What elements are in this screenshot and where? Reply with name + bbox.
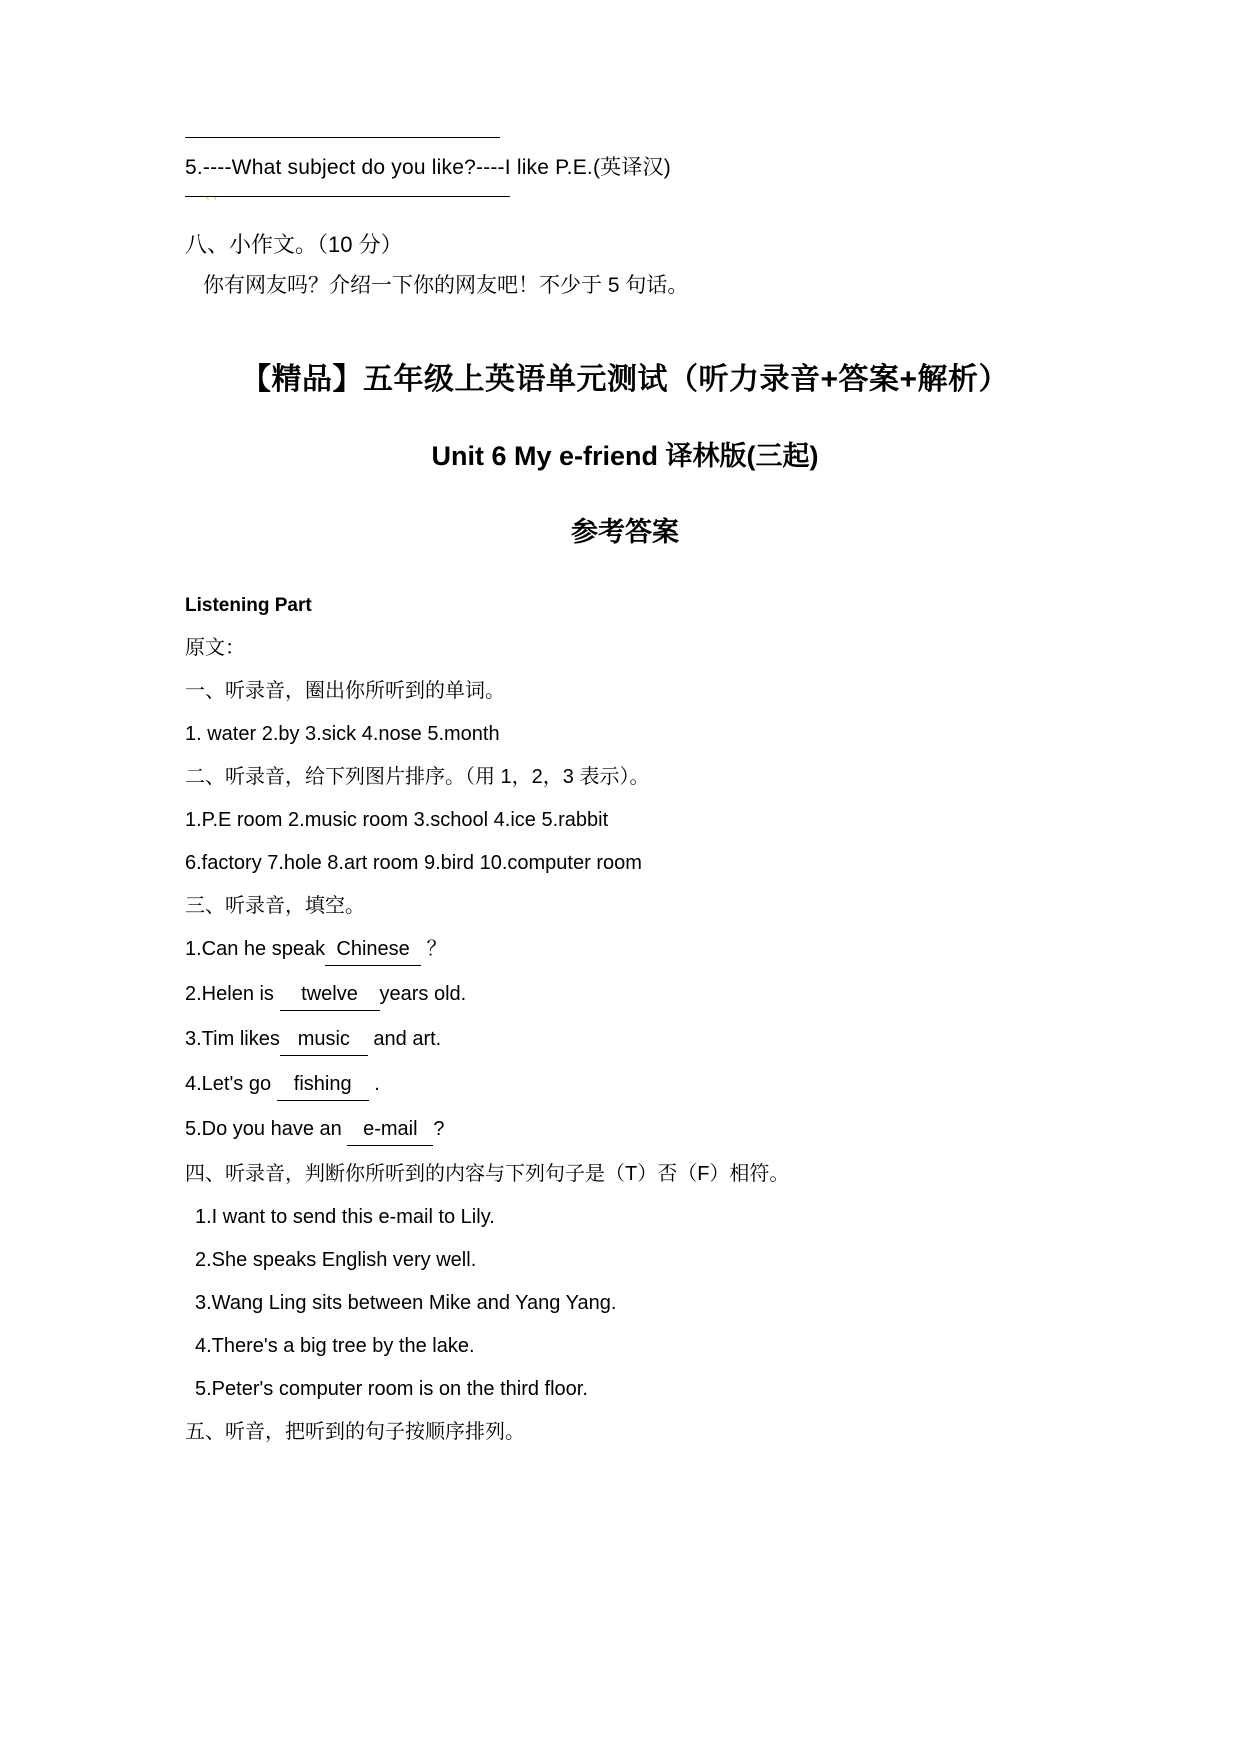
part-3-item-2-suffix: years old. bbox=[379, 983, 467, 1005]
part-4-heading: 四、听录音，判断你所听到的内容与下列句子是（T）否（F）相符。 bbox=[185, 1163, 790, 1185]
page-subtitle: Unit 6 My e-friend 译林版(三起) bbox=[431, 441, 819, 471]
part-3-item-1 bbox=[185, 935, 1065, 966]
part-4-item-4: 4.There's a big tree by the lake. bbox=[195, 1335, 475, 1357]
listening-part-label: Listening Part bbox=[185, 595, 312, 616]
part-2-line-2: 6.factory 7.hole 8.art room 9.bird 10.computer room bbox=[185, 852, 642, 874]
part-1-items: 1. water 2.by 3.sick 4.nose 5.month bbox=[185, 723, 500, 745]
answer-rule-question-5 bbox=[185, 187, 510, 202]
part-5-heading: 五、听音，把听到的句子按顺序排列。 bbox=[185, 1421, 525, 1443]
answer-marks: 、、 bbox=[205, 187, 227, 202]
part-3-item-5 bbox=[185, 1115, 1065, 1146]
part-3-item-5-prefix: 5.Do you have an bbox=[185, 1118, 342, 1140]
part-3-heading: 三、听录音，填空。 bbox=[185, 895, 365, 917]
part-3-item-4-suffix: . bbox=[374, 1073, 380, 1095]
question-5-line: 5.----What subject do you like?----I like P.E.(英译汉) bbox=[185, 156, 671, 179]
part-4-item-5: 5.Peter's computer room is on the third floor. bbox=[195, 1378, 588, 1400]
part-3-item-1-prefix: 1.Can he speak bbox=[185, 938, 326, 960]
original-text-label: 原文： bbox=[185, 637, 245, 659]
answer-rule-top bbox=[185, 136, 500, 138]
part-3-item-3-prefix: 3.Tim likes bbox=[185, 1028, 280, 1050]
section-8-body: 你有网友吗？介绍一下你的网友吧！不少于 5 句话。 bbox=[203, 274, 689, 297]
part-4-item-1: 1.I want to send this e-mail to Lily. bbox=[195, 1206, 495, 1228]
section-8-heading: 八、小作文。（10 分） bbox=[185, 232, 403, 257]
part-3-item-4-answer: fishing bbox=[277, 1070, 369, 1101]
page-title: 【精品】五年级上英语单元测试（听力录音+答案+解析） bbox=[240, 363, 1010, 396]
page-content bbox=[185, 130, 1065, 1447]
part-3-item-4-prefix: 4.Let's go bbox=[185, 1073, 272, 1095]
part-3-item-4 bbox=[185, 1070, 1065, 1101]
part-3-item-3 bbox=[185, 1025, 1065, 1056]
part-3-item-2-prefix: 2.Helen is bbox=[185, 983, 274, 1005]
part-3-item-1-answer: Chinese bbox=[325, 935, 421, 966]
part-4-item-3: 3.Wang Ling sits between Mike and Yang Yang. bbox=[195, 1292, 617, 1314]
part-1-heading: 一、听录音，圈出你所听到的单词。 bbox=[185, 680, 505, 702]
part-3-item-3-answer: music bbox=[280, 1025, 368, 1056]
part-3-item-5-suffix: ? bbox=[433, 1118, 445, 1140]
part-3-item-3-suffix: and art. bbox=[373, 1028, 442, 1050]
part-2-heading: 二、听录音，给下列图片排序。（用 1，2，3 表示）。 bbox=[185, 766, 650, 788]
part-4-item-2: 2.She speaks English very well. bbox=[195, 1249, 477, 1271]
part-3-item-2-answer: twelve bbox=[280, 980, 380, 1011]
answers-title: 参考答案 bbox=[571, 517, 679, 547]
part-2-line-1: 1.P.E room 2.music room 3.school 4.ice 5.rabbit bbox=[185, 809, 609, 831]
part-3-item-2 bbox=[185, 980, 1065, 1011]
part-3-item-5-answer: e-mail bbox=[347, 1115, 433, 1146]
part-3-item-1-suffix: ？ bbox=[426, 938, 447, 960]
